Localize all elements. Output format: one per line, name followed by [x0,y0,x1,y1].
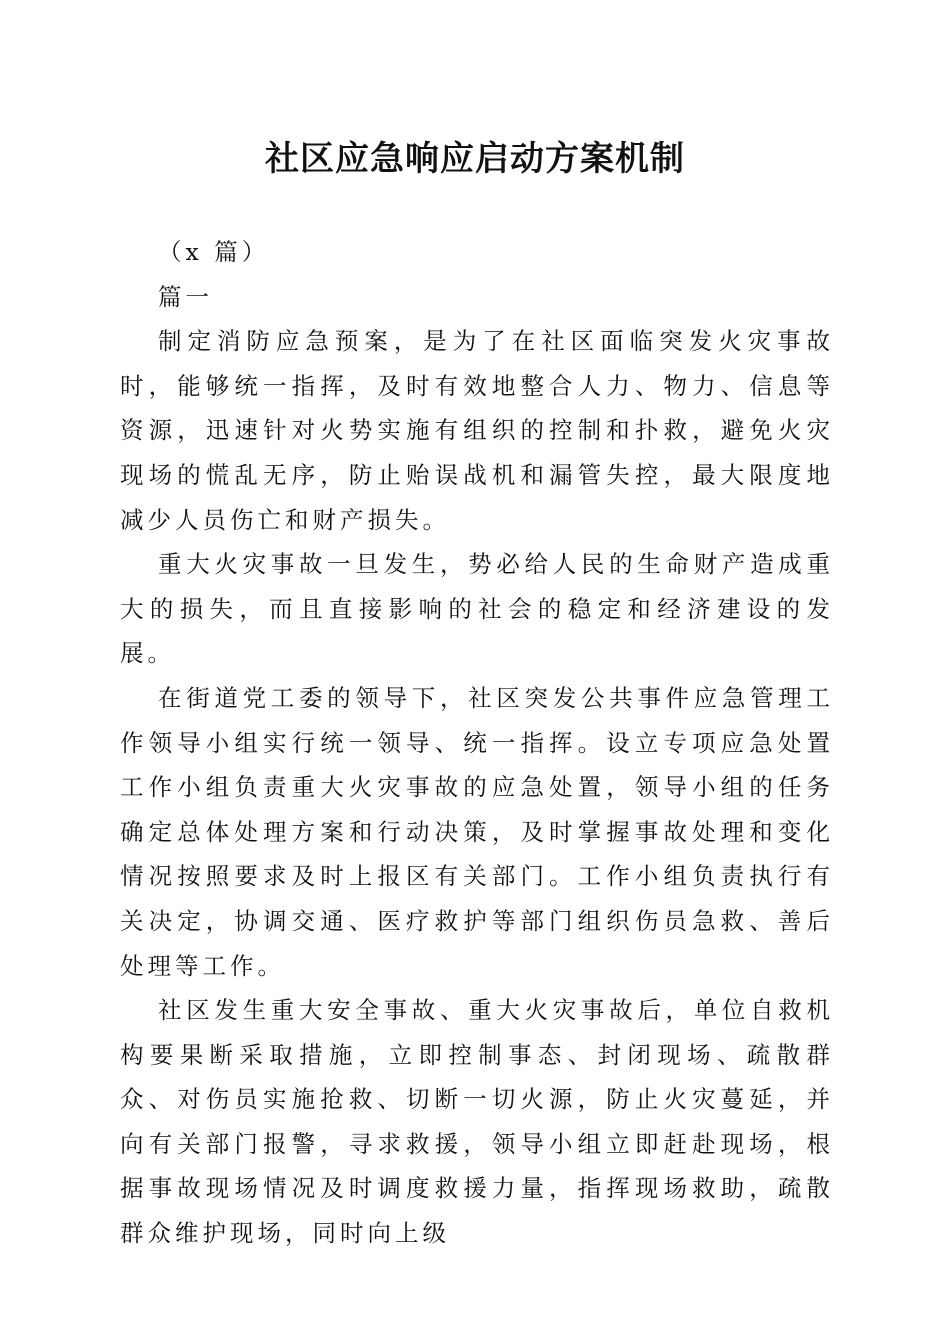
paragraph: 制定消防应急预案，是为了在社区面临突发火灾事故时，能够统一指挥，及时有效地整合人力、物力、信息等资源，迅速针对火势实施有组织的控制和扑救，避免火灾现场的慌乱无序，防止贻误战机和漏管失控，最大限度地减少人员伤亡和财产损失。 [120,327,834,534]
paragraph: 重大火灾事故一旦发生，势必给人民的生命财产造成重大的损失，而且直接影响的社会的稳定和经济建设的发展。 [120,550,834,668]
paragraph: 社区发生重大安全事故、重大火灾事故后，单位自救机构要果断采取措施，立即控制事态、封闭现场、疏散群众、对伤员实施抢救、切断一切火源，防止火灾蔓延，并向有关部门报警，寻求救援，领导小组立即赶赴现场，根据事故现场情况及时调度救援力量，指挥现场救助，疏散群众维护现场，同时向上级 [120,996,834,1248]
section-label: 篇一 [158,282,213,311]
document-title: 社区应急响应启动方案机制 [265,139,685,179]
count-note: （x 篇） [158,238,270,266]
document-body [120,230,834,1256]
paragraph: 在街道党工委的领导下，社区突发公共事件应急管理工作领导小组实行统一领导、统一指挥。设立专项应急处置工作小组负责重大火灾事故的应急处置，领导小组的任务确定总体处理方案和行动决策，及时掌握事故处理和变化情况按照要求及时上报区有关部门。工作小组负责执行有关决定，协调交通、医疗救护等部门组织伤员急救、善后处理等工作。 [120,683,834,980]
